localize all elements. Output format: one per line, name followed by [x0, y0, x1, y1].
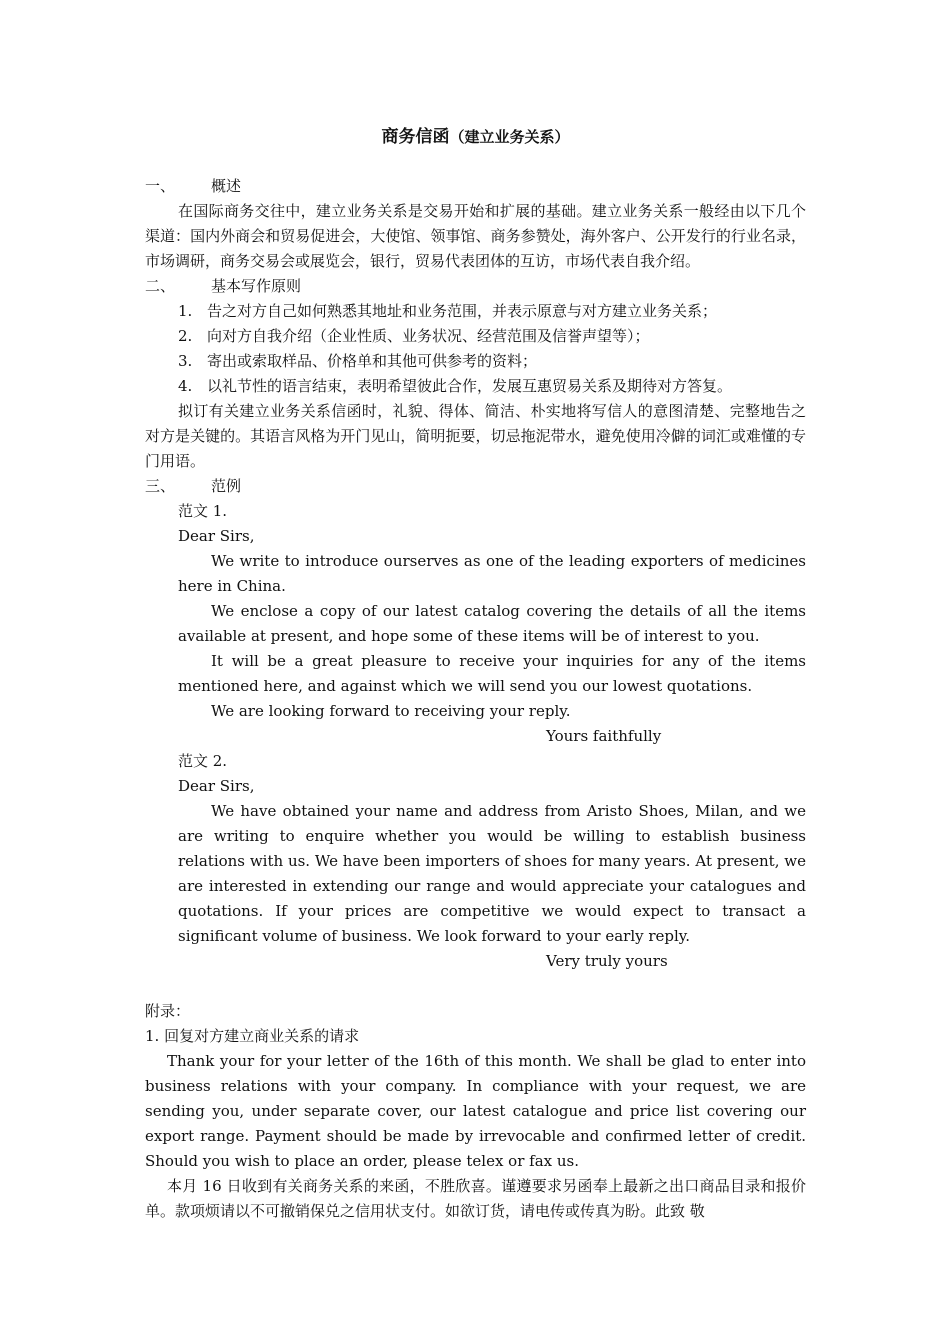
section-number: 一、 [145, 177, 176, 195]
appendix-chinese-paragraph: 本月 16 日收到有关商务关系的来函，不胜欣喜。谨遵要求另函奉上最新之出口商品目录和报价单。款项烦请以不可撤销保兑之信用状支付。如欲订货，请电传或传真为盼。此致 敬 [145, 1177, 806, 1220]
letter-salutation: Dear Sirs, [178, 527, 255, 545]
appendix-label: 附录： [145, 1002, 191, 1020]
list-item [145, 324, 806, 349]
list-number: 1. [178, 302, 193, 320]
section-number: 三、 [145, 477, 176, 495]
example-letter-2 [145, 749, 806, 949]
spacer [145, 974, 806, 999]
list-text: 寄出或索取样品、价格单和其他可供参考的资料； [207, 352, 538, 370]
list-item [145, 374, 806, 399]
letter-paragraph: We are looking forward to receiving your reply. [211, 702, 571, 720]
letter-closing: Yours faithfully [546, 727, 662, 745]
appendix-item-title: 1. 回复对方建立商业关系的请求 [145, 1027, 360, 1045]
title-sub: （建立业务关系） [449, 128, 570, 146]
list-number: 3. [178, 352, 193, 370]
section1-paragraph: 在国际商务交往中，建立业务关系是交易开始和扩展的基础。建立业务关系一般经由以下几个渠道：国内外商会和贸易促进会，大使馆、领事馆、商务参赞处，海外客户、公开发行的行业名录，市场调研，商务交易会或展览会，银行，贸易代表团体的互访，市场代表自我介绍。 [145, 202, 806, 270]
document-body [145, 174, 806, 1224]
section-title: 范例 [211, 477, 242, 495]
list-number: 2. [178, 327, 193, 345]
letter-paragraph: It will be a great pleasure to receive your inquiries for any of the items mentioned here, and against which we will send you our lowest quotations. [178, 652, 806, 695]
list-item [145, 299, 806, 324]
section-number: 二、 [145, 277, 176, 295]
section2-paragraph: 拟订有关建立业务关系信函时，礼貌、得体、简洁、朴实地将写信人的意图清楚、完整地告之对方是关键的。其语言风格为开门见山，简明扼要，切忌拖泥带水，避免使用冷僻的词汇或难懂的专门用语。 [145, 402, 806, 470]
section-title: 概述 [211, 177, 242, 195]
list-item [145, 349, 806, 374]
letter-paragraph: We enclose a copy of our latest catalog covering the details of all the items available at present, and hope some of these items will be of interest to you. [178, 602, 806, 645]
title-main: 商务信函 [381, 127, 450, 147]
list-text: 以礼节性的语言结束，表明希望彼此合作，发展互惠贸易关系及期待对方答复。 [207, 377, 733, 395]
list-text: 告之对方自己如何熟悉其地址和业务范围，并表示原意与对方建立业务关系； [207, 302, 718, 320]
letter-closing: Very truly yours [546, 952, 668, 970]
document-title [145, 125, 806, 149]
appendix-english-paragraph: Thank your for your letter of the 16th of this month. We shall be glad to enter into business relations with your company. In compliance with your request, we are sending you, under separate cover, our latest catalogue and price list covering our export range. Payment should be made by irrevocable and confirmed letter of credit. Should you wish to place an order, please telex or fax us. [145, 1052, 806, 1170]
example-letter-1 [145, 499, 806, 724]
letter-paragraph: We have obtained your name and address from Aristo Shoes, Milan, and we are writing to enquire whether you would be willing to establish business relations with us. We have been importers of shoes for many years. At present, we are interested in extending our range and would appreciate your catalogues and quotations. If your prices are competitive we would expect to transact a significant volume of business. We look forward to your early reply. [178, 802, 806, 945]
section-heading-3 [145, 474, 806, 499]
list-text: 向对方自我介绍（企业性质、业务状况、经营范围及信誉声望等）； [207, 327, 650, 345]
letter-paragraph: We write to introduce ourserves as one of the leading exporters of medicines here in China. [178, 552, 806, 595]
example-label: 范文 1. [178, 502, 228, 520]
letter-salutation: Dear Sirs, [178, 777, 255, 795]
section-heading-1 [145, 174, 806, 199]
example-label: 范文 2. [178, 752, 228, 770]
list-number: 4. [178, 377, 193, 395]
section-title: 基本写作原则 [211, 277, 302, 295]
section-heading-2 [145, 274, 806, 299]
